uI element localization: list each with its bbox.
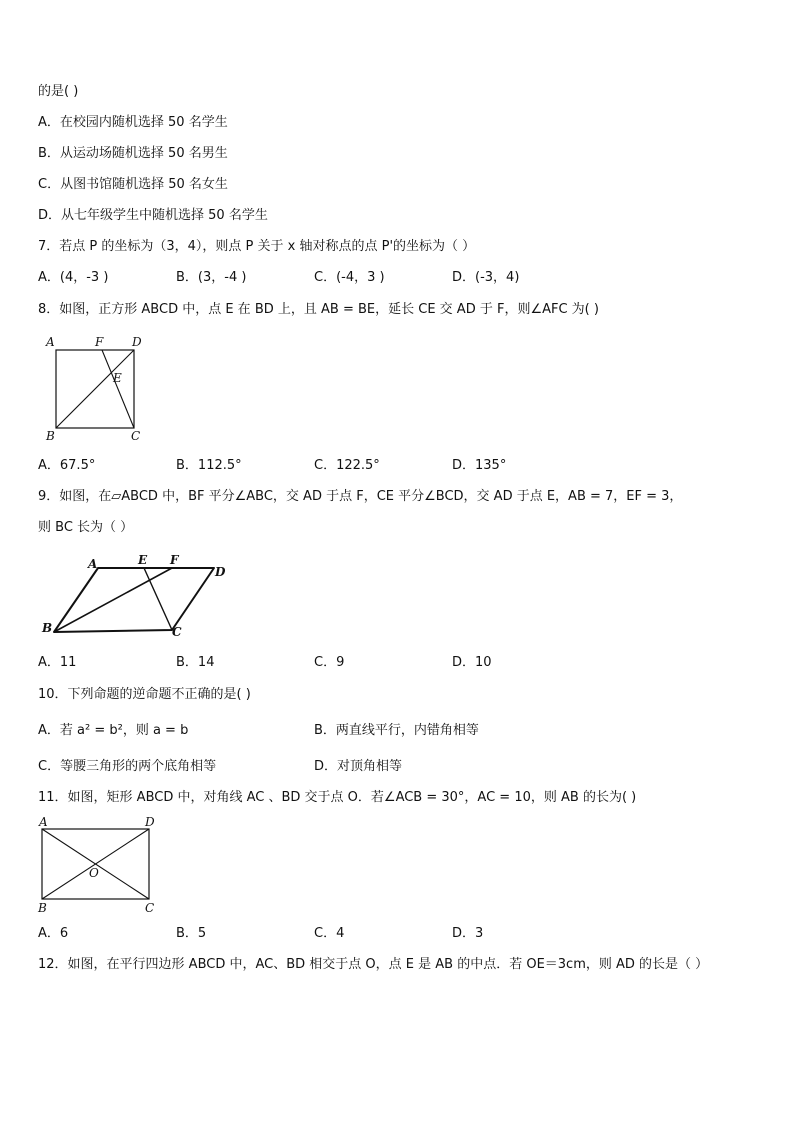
q9-stem: 9．如图，在▱ABCD 中，BF 平分∠ABC，交 AD 于点 F，CE 平分∠BCD，交 AD 于点 E，AB = 7，EF = 3， [38, 489, 683, 504]
label-f: F [170, 553, 179, 567]
q9-option-b[interactable]: B．14 [176, 655, 215, 670]
q8-option-b[interactable]: B．112.5° [176, 458, 242, 473]
parallelogram-abcd [54, 568, 214, 632]
q8-option-d[interactable]: D．135° [452, 458, 507, 473]
label-b: B [46, 429, 55, 443]
q7-option-b[interactable]: B．(3，-4 ) [176, 270, 247, 285]
q11-stem: 11．如图，矩形 ABCD 中，对角线 AC 、BD 交于点 O．若∠ACB = 30°，AC = 10，则 AB 的长为( ) [38, 790, 637, 805]
label-f: F [95, 335, 104, 349]
q6-option-b[interactable]: B．从运动场随机选择 50 名男生 [38, 146, 228, 161]
q6-option-d[interactable]: D．从七年级学生中随机选择 50 名学生 [38, 208, 268, 223]
label-b: B [38, 901, 47, 915]
q10-stem: 10．下列命题的逆命题不正确的是( ) [38, 687, 251, 702]
q8-stem: 8．如图，正方形 ABCD 中，点 E 在 BD 上，且 AB = BE，延长 CE 交 AD 于 F，则∠AFC 为( ) [38, 302, 599, 317]
q9-stem-line2: 则 BC 长为（ ） [38, 520, 134, 535]
label-b: B [42, 621, 53, 635]
q7-option-d[interactable]: D．(-3，4) [452, 270, 520, 285]
label-a: A [39, 815, 48, 829]
label-e: E [138, 553, 148, 567]
q11-option-d[interactable]: D．3 [452, 926, 484, 941]
q11-option-a[interactable]: A．6 [38, 926, 69, 941]
q11-rectangle-figure [34, 812, 164, 916]
label-a: A [88, 557, 98, 571]
q8-square-figure [40, 332, 150, 444]
label-c: C [131, 429, 141, 443]
q6-stem-tail: 的是( ) [38, 84, 79, 99]
label-e: E [113, 371, 122, 385]
q10-option-b[interactable]: B．两直线平行，内错角相等 [314, 723, 479, 738]
q6-option-a[interactable]: A．在校园内随机选择 50 名学生 [38, 115, 228, 130]
label-c: C [172, 625, 182, 639]
q8-option-c[interactable]: C．122.5° [314, 458, 380, 473]
segment-cf [102, 350, 134, 428]
q8-option-a[interactable]: A．67.5° [38, 458, 96, 473]
q9-parallelogram-figure [38, 548, 238, 640]
label-d: D [145, 815, 155, 829]
label-o: O [89, 866, 99, 880]
bisector-ce [144, 568, 172, 630]
label-d: D [132, 335, 142, 349]
diagonal-bd [56, 350, 134, 428]
q10-option-a[interactable]: A．若 a² = b²，则 a = b [38, 723, 189, 738]
label-d: D [215, 565, 226, 579]
label-c: C [145, 901, 155, 915]
q7-stem: 7．若点 P 的坐标为（3，4），则点 P 关于 x 轴对称点的点 P'的坐标为（ ） [38, 239, 476, 254]
q9-option-a[interactable]: A．11 [38, 655, 77, 670]
q6-option-c[interactable]: C．从图书馆随机选择 50 名女生 [38, 177, 228, 192]
q9-option-d[interactable]: D．10 [452, 655, 492, 670]
q11-option-c[interactable]: C．4 [314, 926, 345, 941]
q7-option-c[interactable]: C．(-4，3 ) [314, 270, 385, 285]
q9-option-c[interactable]: C．9 [314, 655, 345, 670]
q10-option-d[interactable]: D．对顶角相等 [314, 759, 403, 774]
q11-option-b[interactable]: B．5 [176, 926, 207, 941]
q12-stem: 12．如图，在平行四边形 ABCD 中，AC、BD 相交于点 O，点 E 是 AB 的中点．若 OE＝3cm，则 AD 的长是（ ） [38, 957, 709, 972]
q7-option-a[interactable]: A．(4，-3 ) [38, 270, 109, 285]
bisector-bf [54, 568, 172, 632]
q10-option-c[interactable]: C．等腰三角形的两个底角相等 [38, 759, 217, 774]
label-a: A [46, 335, 55, 349]
